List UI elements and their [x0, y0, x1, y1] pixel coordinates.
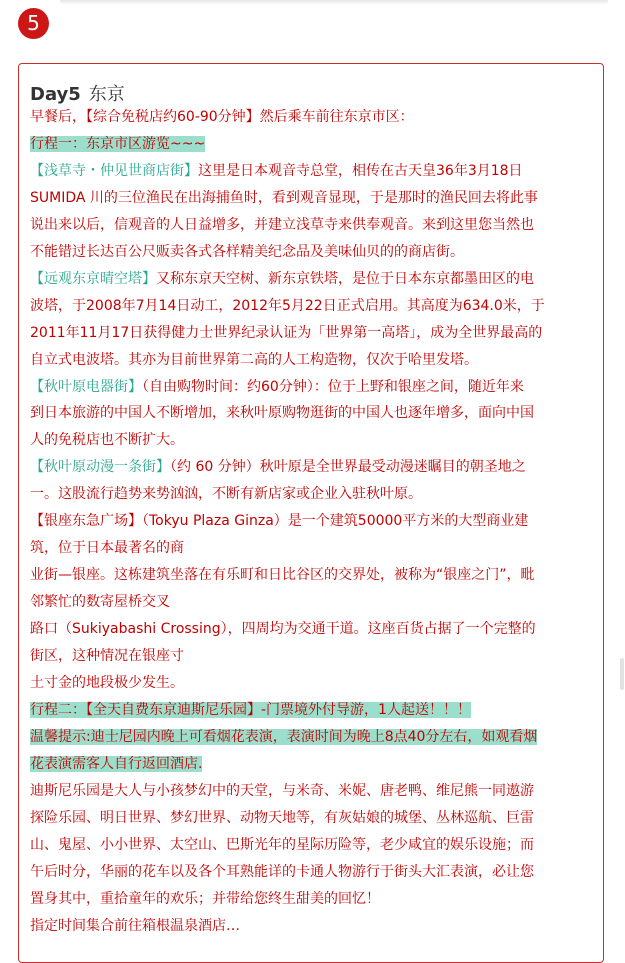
- text-line: [30, 322, 595, 344]
- text-line: [30, 915, 595, 937]
- text-segment: 邻繁忙的数寄屋桥交叉: [30, 594, 170, 611]
- text-segment: 早餐后，【综合免税店约60-90分钟】然后乘车前往东京市区：: [30, 109, 414, 125]
- text-segment: 置身其中，重拾童年的欢乐；并带给您终生甜美的回忆！: [30, 890, 380, 907]
- text-segment: 业街—银座。这栋建筑坐落在有乐町和日比谷区的交界处，被称为“银座之门”，毗: [30, 567, 535, 584]
- attraction-name: 【秋叶原电器街】: [30, 378, 142, 395]
- highlighted-text: 行程二：【全天自费东京迪斯尼乐园】-门票境外付导游，1人起送！！！: [30, 701, 471, 718]
- text-segment: 指定时间集合前往箱根温泉酒店…: [30, 917, 240, 934]
- text-line: [30, 214, 595, 236]
- highlighted-text: 温馨提示:迪士尼园内晚上可看烟花表演，表演时间为晚上8点40分左右，如观看烟: [30, 728, 538, 745]
- text-line: [30, 295, 595, 317]
- text-line: [30, 483, 595, 505]
- text-segment: SUMIDA 川的三位渔民在出海捕鱼时，看到观音显现，于是那时的渔民回去将此事: [30, 189, 538, 206]
- previous-card-edge: [60, 0, 608, 5]
- text-line: [30, 564, 595, 586]
- text-segment: 路口（Sukiyabashi Crossing），四周均为交通干道。这座百货占据了一个完整的: [30, 621, 536, 637]
- text-line: [30, 510, 595, 532]
- text-segment: 午后时分，华丽的花车以及各个耳熟能详的卡通人物游行于街头大汇表演，必让您: [30, 863, 534, 880]
- city-name: 东京: [88, 84, 125, 105]
- text-line: [30, 376, 595, 398]
- text-line: [30, 537, 595, 559]
- text-line: [30, 753, 595, 775]
- attraction-name: 【浅草寺・仲见世商店街】: [30, 162, 198, 179]
- text-segment: 探险乐园、明日世界、梦幻世界、动物天地等，有灰姑娘的城堡、丛林巡航、巨雷: [30, 809, 534, 826]
- text-segment: 说出来以后，信观音的人日益增多，并建立浅草寺来供奉观音。来到这里您当然也: [30, 216, 534, 233]
- scrollbar-thumb[interactable]: [620, 658, 624, 690]
- text-segment: 这里是日本观音寺总堂，相传在古天皇36年3月18日: [198, 162, 523, 179]
- text-segment: 迪斯尼乐园是大人与小孩梦幻中的天堂，与米奇、米妮、唐老鸭、维尼熊一同遨游: [30, 782, 534, 799]
- text-line: [30, 429, 595, 451]
- text-line: [30, 187, 595, 209]
- text-segment: 人的免税店也不断扩大。: [30, 432, 184, 449]
- text-segment: 【银座东急广场】（Tokyu Plaza Ginza）是一个建筑50000平方米的大型商业建: [30, 513, 529, 530]
- text-segment: 不能错过长达百公尺贩卖各式各样精美纪念品及美味仙贝的的商店街。: [30, 243, 464, 260]
- day-title: [30, 80, 125, 104]
- text-line: [30, 780, 595, 802]
- text-line: [30, 456, 595, 478]
- text-line: [30, 241, 595, 263]
- day-number-badge: 5: [18, 8, 49, 39]
- text-line: [30, 106, 595, 128]
- attraction-name: 【远观东京晴空塔】: [30, 270, 156, 287]
- text-segment: 一。这股流行趋势来势汹汹，不断有新店家或企业入驻秋叶原。: [30, 486, 422, 503]
- text-segment: 又称东京天空树、新东京铁塔，是位于日本东京都墨田区的电: [156, 270, 534, 287]
- text-segment: 到日本旅游的中国人不断增加，来秋叶原购物逛街的中国人也逐年增多，面向中国: [30, 405, 534, 422]
- text-line: [30, 888, 595, 910]
- text-segment: 2011年11月17日获得健力士世界纪录认证为「世界第一高塔」，成为全世界最高的: [30, 324, 543, 341]
- text-line: [30, 699, 595, 721]
- text-segment: 土寸金的地段极少发生。: [30, 674, 184, 691]
- text-segment: （约 60 分钟）秋叶原是全世界最受动漫迷瞩目的朝圣地之: [170, 459, 526, 476]
- text-line: [30, 591, 595, 613]
- text-line: [30, 618, 595, 640]
- text-segment: 波塔，于2008年7月14日动工，2012年5月22日正式启用。其高度为634.0米，于: [30, 297, 545, 314]
- day-label: Day5: [30, 84, 81, 105]
- text-line: [30, 834, 595, 856]
- attraction-name: 【秋叶原动漫一条街】: [30, 459, 170, 476]
- text-line: [30, 672, 595, 694]
- text-line: [30, 160, 595, 182]
- highlighted-text: 花表演需客人自行返回酒店.: [30, 755, 203, 772]
- text-segment: 自立式电波塔。其亦为目前世界第二高的人工构造物，仅次于哈里发塔。: [30, 351, 478, 368]
- text-line: [30, 726, 595, 748]
- text-line: [30, 861, 595, 883]
- text-line: [30, 268, 595, 290]
- text-line: [30, 645, 595, 667]
- text-segment: 筑，位于日本最著名的商: [30, 540, 184, 557]
- text-line: [30, 349, 595, 371]
- text-line: [30, 402, 595, 424]
- text-segment: 山、鬼屋、小小世界、太空山、巴斯光年的星际历险等，老少咸宜的娱乐设施；而: [30, 836, 534, 853]
- highlighted-text: 行程一：东京市区游览~~~: [30, 136, 206, 152]
- text-line: [30, 133, 595, 155]
- text-segment: （自由购物时间：约60分钟）：位于上野和银座之间，随近年来: [142, 378, 524, 395]
- day-itinerary-card: [18, 63, 604, 963]
- text-segment: 街区，这种情况在银座寸: [30, 648, 184, 664]
- text-line: [30, 807, 595, 829]
